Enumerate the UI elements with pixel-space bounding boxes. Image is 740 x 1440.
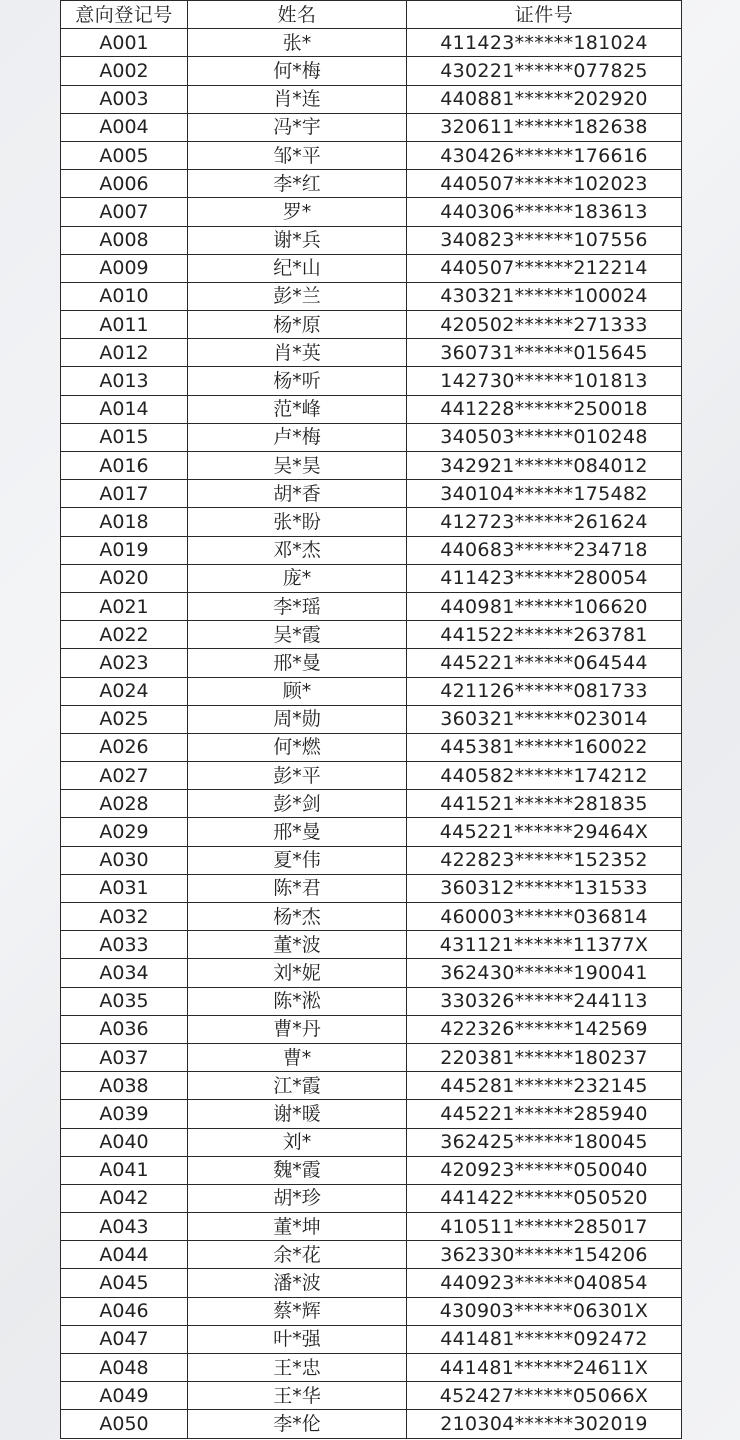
cell-registration-number: A005 <box>61 141 188 169</box>
cell-id-number: 445281******232145 <box>407 1072 682 1100</box>
table-row <box>61 1382 682 1410</box>
cell-id-number: 431121******11377X <box>407 931 682 959</box>
cell-registration-number: A007 <box>61 198 188 226</box>
cell-registration-number: A039 <box>61 1100 188 1128</box>
cell-registration-number: A003 <box>61 85 188 113</box>
table-row <box>61 57 682 85</box>
cell-name: 陈*君 <box>188 874 407 902</box>
cell-registration-number: A031 <box>61 874 188 902</box>
cell-name: 何*梅 <box>188 57 407 85</box>
table-row <box>61 903 682 931</box>
table-row <box>61 1043 682 1071</box>
cell-registration-number: A034 <box>61 959 188 987</box>
cell-id-number: 330326******244113 <box>407 987 682 1015</box>
cell-name: 叶*强 <box>188 1325 407 1353</box>
table-row <box>61 762 682 790</box>
header-row <box>61 1 682 29</box>
cell-registration-number: A014 <box>61 395 188 423</box>
cell-registration-number: A022 <box>61 621 188 649</box>
cell-name: 周*勋 <box>188 705 407 733</box>
table-row <box>61 1100 682 1128</box>
table-row <box>61 508 682 536</box>
cell-name: 肖*连 <box>188 85 407 113</box>
cell-name: 何*燃 <box>188 733 407 761</box>
cell-registration-number: A023 <box>61 649 188 677</box>
cell-name: 潘*波 <box>188 1269 407 1297</box>
cell-name: 邢*曼 <box>188 649 407 677</box>
table-row <box>61 29 682 57</box>
cell-registration-number: A047 <box>61 1325 188 1353</box>
table-row <box>61 959 682 987</box>
cell-id-number: 430321******100024 <box>407 282 682 310</box>
cell-registration-number: A050 <box>61 1410 188 1438</box>
cell-id-number: 320611******182638 <box>407 113 682 141</box>
cell-name: 胡*珍 <box>188 1184 407 1212</box>
cell-name: 杨*杰 <box>188 903 407 931</box>
cell-id-number: 441228******250018 <box>407 395 682 423</box>
cell-name: 李*红 <box>188 170 407 198</box>
cell-name: 刘*妮 <box>188 959 407 987</box>
cell-name: 卢*梅 <box>188 423 407 451</box>
cell-id-number: 440981******106620 <box>407 592 682 620</box>
cell-id-number: 441481******092472 <box>407 1325 682 1353</box>
cell-name: 冯*宇 <box>188 113 407 141</box>
cell-registration-number: A033 <box>61 931 188 959</box>
table-row <box>61 874 682 902</box>
cell-id-number: 420502******271333 <box>407 311 682 339</box>
cell-registration-number: A021 <box>61 592 188 620</box>
cell-registration-number: A025 <box>61 705 188 733</box>
cell-name: 彭*兰 <box>188 282 407 310</box>
cell-name: 王*华 <box>188 1382 407 1410</box>
cell-id-number: 440507******212214 <box>407 254 682 282</box>
cell-id-number: 430221******077825 <box>407 57 682 85</box>
cell-registration-number: A006 <box>61 170 188 198</box>
cell-id-number: 360731******015645 <box>407 339 682 367</box>
table-row <box>61 621 682 649</box>
cell-id-number: 441481******24611X <box>407 1354 682 1382</box>
cell-id-number: 445221******285940 <box>407 1100 682 1128</box>
cell-name: 吴*昊 <box>188 452 407 480</box>
cell-name: 范*峰 <box>188 395 407 423</box>
table-row <box>61 1184 682 1212</box>
table-row <box>61 423 682 451</box>
table-header <box>61 1 682 29</box>
table-row <box>61 1297 682 1325</box>
table-row <box>61 1325 682 1353</box>
cell-name: 刘* <box>188 1128 407 1156</box>
table-row <box>61 339 682 367</box>
cell-registration-number: A032 <box>61 903 188 931</box>
table-row <box>61 311 682 339</box>
cell-id-number: 441522******263781 <box>407 621 682 649</box>
table-row <box>61 564 682 592</box>
cell-id-number: 362430******190041 <box>407 959 682 987</box>
cell-registration-number: A011 <box>61 311 188 339</box>
cell-registration-number: A019 <box>61 536 188 564</box>
cell-id-number: 360321******023014 <box>407 705 682 733</box>
table-row <box>61 592 682 620</box>
cell-id-number: 411423******280054 <box>407 564 682 592</box>
cell-registration-number: A036 <box>61 1015 188 1043</box>
cell-name: 彭*平 <box>188 762 407 790</box>
cell-id-number: 440923******040854 <box>407 1269 682 1297</box>
cell-registration-number: A024 <box>61 677 188 705</box>
table-row <box>61 818 682 846</box>
cell-registration-number: A013 <box>61 367 188 395</box>
cell-registration-number: A027 <box>61 762 188 790</box>
cell-id-number: 440683******234718 <box>407 536 682 564</box>
cell-id-number: 360312******131533 <box>407 874 682 902</box>
cell-id-number: 460003******036814 <box>407 903 682 931</box>
cell-registration-number: A017 <box>61 480 188 508</box>
header-registration-number: 意向登记号 <box>61 1 188 29</box>
table-row <box>61 226 682 254</box>
cell-name: 彭*剑 <box>188 790 407 818</box>
cell-name: 庞* <box>188 564 407 592</box>
cell-name: 董*坤 <box>188 1213 407 1241</box>
table-row <box>61 677 682 705</box>
table-row <box>61 85 682 113</box>
table-row <box>61 1156 682 1184</box>
cell-registration-number: A010 <box>61 282 188 310</box>
cell-name: 邓*杰 <box>188 536 407 564</box>
cell-id-number: 445221******064544 <box>407 649 682 677</box>
cell-registration-number: A030 <box>61 846 188 874</box>
table-row <box>61 790 682 818</box>
cell-name: 江*霞 <box>188 1072 407 1100</box>
cell-id-number: 445381******160022 <box>407 733 682 761</box>
cell-name: 曹*丹 <box>188 1015 407 1043</box>
table-row <box>61 1072 682 1100</box>
cell-id-number: 210304******302019 <box>407 1410 682 1438</box>
table-row <box>61 170 682 198</box>
table-row <box>61 987 682 1015</box>
cell-id-number: 142730******101813 <box>407 367 682 395</box>
cell-registration-number: A044 <box>61 1241 188 1269</box>
cell-id-number: 445221******29464X <box>407 818 682 846</box>
cell-name: 蔡*辉 <box>188 1297 407 1325</box>
table-row <box>61 1354 682 1382</box>
cell-registration-number: A008 <box>61 226 188 254</box>
cell-registration-number: A028 <box>61 790 188 818</box>
table-body <box>61 29 682 1438</box>
cell-name: 顾* <box>188 677 407 705</box>
cell-name: 杨*原 <box>188 311 407 339</box>
table-row <box>61 1241 682 1269</box>
table-row <box>61 1015 682 1043</box>
table-row <box>61 1213 682 1241</box>
table-row <box>61 733 682 761</box>
cell-registration-number: A035 <box>61 987 188 1015</box>
cell-id-number: 422823******152352 <box>407 846 682 874</box>
cell-name: 张* <box>188 29 407 57</box>
cell-name: 陈*淞 <box>188 987 407 1015</box>
cell-registration-number: A038 <box>61 1072 188 1100</box>
table-row <box>61 141 682 169</box>
cell-name: 夏*伟 <box>188 846 407 874</box>
cell-registration-number: A049 <box>61 1382 188 1410</box>
cell-registration-number: A004 <box>61 113 188 141</box>
table-row <box>61 846 682 874</box>
cell-id-number: 440306******183613 <box>407 198 682 226</box>
cell-id-number: 441521******281835 <box>407 790 682 818</box>
table-row <box>61 649 682 677</box>
cell-registration-number: A002 <box>61 57 188 85</box>
cell-name: 董*波 <box>188 931 407 959</box>
table-row <box>61 254 682 282</box>
table-row <box>61 452 682 480</box>
cell-name: 王*忠 <box>188 1354 407 1382</box>
cell-name: 曹* <box>188 1043 407 1071</box>
cell-id-number: 220381******180237 <box>407 1043 682 1071</box>
table-row <box>61 198 682 226</box>
cell-registration-number: A046 <box>61 1297 188 1325</box>
cell-registration-number: A001 <box>61 29 188 57</box>
cell-id-number: 340503******010248 <box>407 423 682 451</box>
cell-registration-number: A015 <box>61 423 188 451</box>
cell-id-number: 362425******180045 <box>407 1128 682 1156</box>
table-row <box>61 1269 682 1297</box>
cell-registration-number: A048 <box>61 1354 188 1382</box>
cell-name: 邢*曼 <box>188 818 407 846</box>
cell-name: 李*瑶 <box>188 592 407 620</box>
registration-table <box>60 0 682 1439</box>
cell-registration-number: A018 <box>61 508 188 536</box>
cell-name: 李*伦 <box>188 1410 407 1438</box>
cell-id-number: 362330******154206 <box>407 1241 682 1269</box>
cell-id-number: 430426******176616 <box>407 141 682 169</box>
cell-name: 谢*暖 <box>188 1100 407 1128</box>
cell-name: 张*盼 <box>188 508 407 536</box>
cell-name: 胡*香 <box>188 480 407 508</box>
cell-name: 纪*山 <box>188 254 407 282</box>
cell-name: 谢*兵 <box>188 226 407 254</box>
cell-id-number: 412723******261624 <box>407 508 682 536</box>
table-row <box>61 1128 682 1156</box>
cell-id-number: 420923******050040 <box>407 1156 682 1184</box>
cell-registration-number: A045 <box>61 1269 188 1297</box>
table-row <box>61 705 682 733</box>
cell-registration-number: A040 <box>61 1128 188 1156</box>
cell-id-number: 440507******102023 <box>407 170 682 198</box>
cell-registration-number: A041 <box>61 1156 188 1184</box>
cell-id-number: 340823******107556 <box>407 226 682 254</box>
cell-registration-number: A016 <box>61 452 188 480</box>
table-row <box>61 536 682 564</box>
cell-name: 魏*霞 <box>188 1156 407 1184</box>
cell-id-number: 440582******174212 <box>407 762 682 790</box>
cell-id-number: 342921******084012 <box>407 452 682 480</box>
cell-registration-number: A026 <box>61 733 188 761</box>
cell-registration-number: A042 <box>61 1184 188 1212</box>
cell-name: 吴*霞 <box>188 621 407 649</box>
header-id-number: 证件号 <box>407 1 682 29</box>
cell-registration-number: A037 <box>61 1043 188 1071</box>
cell-registration-number: A012 <box>61 339 188 367</box>
table-row <box>61 395 682 423</box>
cell-name: 肖*英 <box>188 339 407 367</box>
cell-registration-number: A029 <box>61 818 188 846</box>
cell-id-number: 340104******175482 <box>407 480 682 508</box>
cell-id-number: 411423******181024 <box>407 29 682 57</box>
table-row <box>61 931 682 959</box>
cell-name: 邹*平 <box>188 141 407 169</box>
cell-id-number: 440881******202920 <box>407 85 682 113</box>
table-row <box>61 1410 682 1438</box>
cell-id-number: 422326******142569 <box>407 1015 682 1043</box>
cell-id-number: 421126******081733 <box>407 677 682 705</box>
table-row <box>61 480 682 508</box>
cell-name: 杨*听 <box>188 367 407 395</box>
table-row <box>61 113 682 141</box>
cell-registration-number: A020 <box>61 564 188 592</box>
cell-name: 余*花 <box>188 1241 407 1269</box>
cell-id-number: 452427******05066X <box>407 1382 682 1410</box>
cell-name: 罗* <box>188 198 407 226</box>
cell-id-number: 441422******050520 <box>407 1184 682 1212</box>
cell-id-number: 410511******285017 <box>407 1213 682 1241</box>
cell-registration-number: A043 <box>61 1213 188 1241</box>
header-name: 姓名 <box>188 1 407 29</box>
table-row <box>61 367 682 395</box>
cell-registration-number: A009 <box>61 254 188 282</box>
cell-id-number: 430903******06301X <box>407 1297 682 1325</box>
table-row <box>61 282 682 310</box>
